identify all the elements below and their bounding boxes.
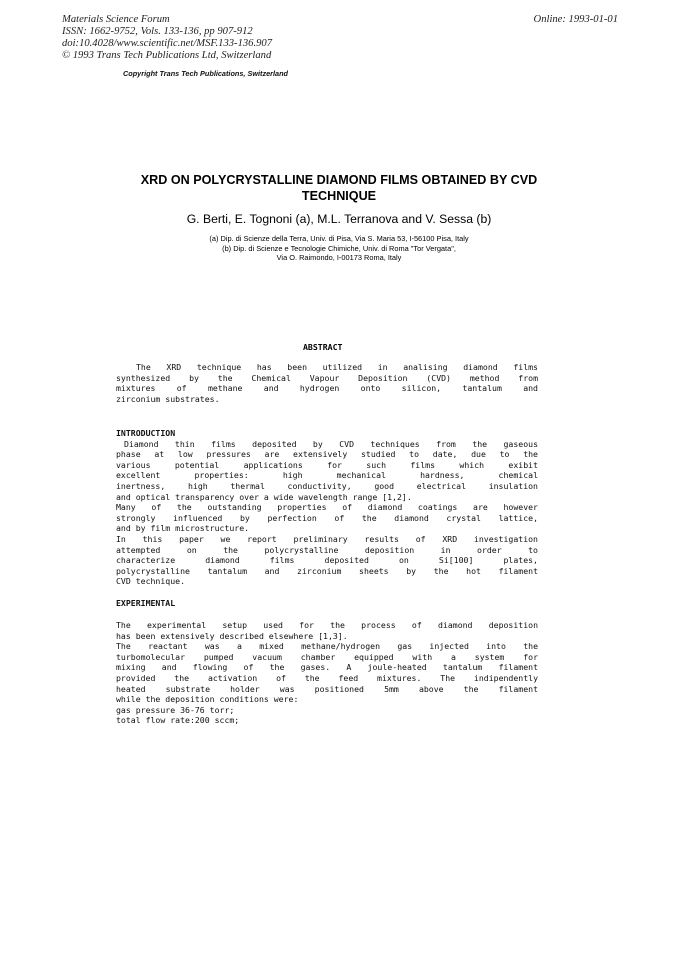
- intro-line: various potential applications for such films which exibit: [116, 459, 538, 470]
- experimental-line: heated substrate holder was positioned 5mm above the filament: [116, 683, 538, 694]
- experimental-body: [116, 620, 538, 726]
- title-line: XRD ON POLYCRYSTALLINE DIAMOND FILMS OBTAINED BY CVD: [140, 173, 538, 187]
- copyright-notice: Copyright Trans Tech Publications, Switzerland: [123, 69, 289, 78]
- abstract-body: [116, 362, 538, 404]
- intro-line: and by film microstructure.: [116, 523, 250, 534]
- doi-line: doi:10.4028/www.scientific.net/MSF.133-136.907: [62, 38, 272, 49]
- authors: G. Berti, E. Tognoni (a), M.L. Terranova and V. Sessa (b): [186, 212, 492, 226]
- intro-line: excellent properties: high mechanical hardness, chemical: [116, 470, 538, 481]
- title-line: TECHNIQUE: [301, 189, 377, 203]
- abstract-heading: ABSTRACT: [303, 342, 343, 352]
- introduction-heading: INTRODUCTION: [116, 428, 176, 438]
- abstract-line: synthesized by the Chemical Vapour Deposition (CVD) method from: [116, 372, 538, 383]
- affiliation-line: Via O. Raimondo, I-00173 Roma, Italy: [276, 253, 402, 263]
- issn-line: ISSN: 1662-9752, Vols. 133-136, pp 907-912: [62, 26, 253, 37]
- affiliation-line: (a) Dip. di Scienze della Terra, Univ. di Pisa, Via S. Maria 53, I-56100 Pisa, Italy: [209, 234, 469, 243]
- experimental-line: mixing and flowing of the gases. A joule-heated tantalum filament: [116, 662, 538, 673]
- online-date: Online: 1993-01-01: [533, 14, 618, 25]
- affiliations: [100, 234, 578, 263]
- intro-line: characterize diamond films deposited on Si[100] plates,: [116, 555, 538, 566]
- intro-line: In this paper we report preliminary results of XRD investigation: [116, 533, 538, 544]
- experimental-heading: EXPERIMENTAL: [116, 598, 176, 608]
- paper-title: [120, 172, 558, 204]
- experimental-line: The reactant was a mixed methane/hydrogen gas injected into the: [116, 641, 538, 652]
- experimental-line: total flow rate:200 sccm;: [116, 715, 240, 726]
- intro-line: inertness, high thermal conductivity, good electrical insulation: [116, 480, 538, 491]
- intro-line: strongly influenced by perfection of the diamond crystal lattice,: [116, 512, 538, 523]
- intro-line: attempted on the polycrystalline deposition in order to: [116, 544, 538, 555]
- intro-line: Many of the outstanding properties of diamond coatings are however: [116, 502, 538, 513]
- abstract-line: The XRD technique has been utilized in analising diamond films: [136, 362, 538, 372]
- experimental-line: turbomolecular pumped vacuum chamber equipped with a system for: [116, 651, 538, 662]
- experimental-line: The experimental setup used for the process of diamond deposition: [116, 620, 538, 630]
- journal-name: Materials Science Forum: [62, 14, 170, 25]
- affiliation-line: (b) Dip. di Scienze e Tecnologie Chimiche, Univ. di Roma "Tor Vergata",: [222, 243, 456, 253]
- publisher-line: © 1993 Trans Tech Publications Ltd, Switzerland: [62, 50, 272, 61]
- experimental-line: provided the activation of the feed mixtures. The indipendently: [116, 672, 538, 683]
- introduction-section: [116, 428, 538, 587]
- intro-line: Diamond thin films deposited by CVD techniques from the gaseous: [124, 438, 538, 449]
- intro-line: phase at low pressures are extensively studied to date, due to the: [116, 449, 538, 460]
- experimental-line: has been extensively described elsewhere [1,3].: [116, 630, 348, 641]
- intro-line: and optical transparency over a wide wavelength range [1,2].: [116, 491, 412, 502]
- intro-line: CVD technique.: [116, 576, 186, 587]
- experimental-line: while the deposition conditions were:: [116, 694, 299, 705]
- citation-header: [62, 14, 618, 62]
- experimental-line: gas pressure 36-76 torr;: [116, 704, 235, 715]
- intro-line: polycrystalline tantalum and zirconium sheets by the hot filament: [116, 565, 538, 576]
- abstract-line: zirconium substrates.: [116, 393, 220, 404]
- experimental-section: [116, 598, 538, 609]
- abstract-line: mixtures of methane and hydrogen onto silicon, tantalum and: [116, 383, 538, 394]
